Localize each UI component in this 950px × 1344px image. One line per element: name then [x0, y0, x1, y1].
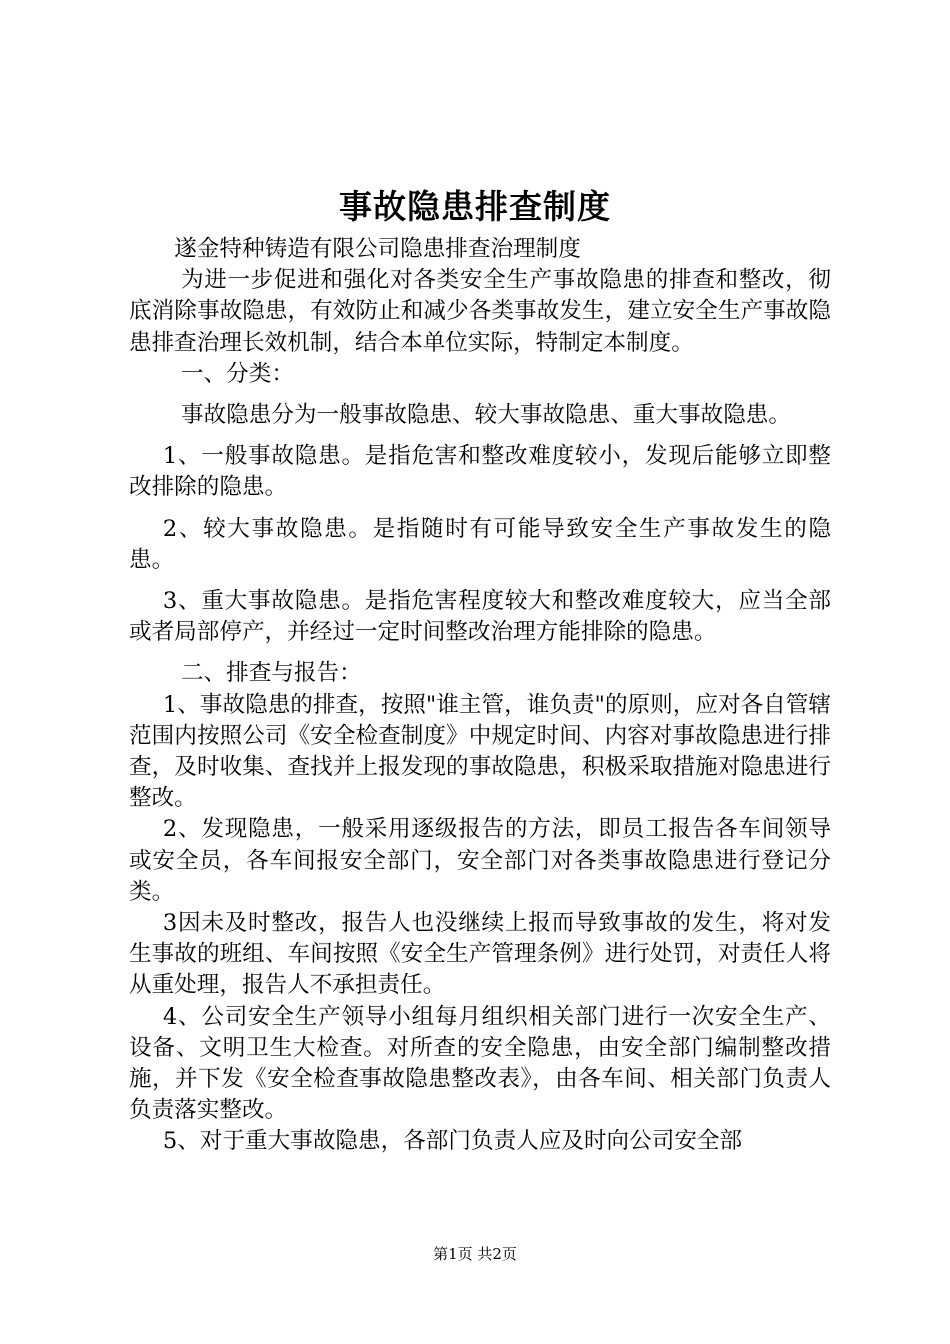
list-item-monthly-check: 4、公司安全生产领导小组每月组织相关部门进行一次安全生产、设备、文明卫生大检查。对所查的安全隐患，由安全部门编制整改措施，并下发《安全检查事故隐患整改表》，由各车间、相关部门负责人负责落实整改。: [129, 1003, 831, 1124]
list-item-serious-hazard: 3、重大事故隐患。是指危害程度较大和整改难度较大，应当全部或者局部停产，并经过一定时间整改治理方能排除的隐患。: [129, 588, 831, 646]
document-title: 事故隐患排查制度: [339, 187, 611, 226]
intro-paragraph: 为进一步促进和强化对各类安全生产事故隐患的排查和整改，彻底消除事故隐患，有效防止和减少各类事故发生，建立安全生产事故隐患排查治理长效机制，结合本单位实际，特制定本制度。: [129, 267, 831, 356]
classification-paragraph: 事故隐患分为一般事故隐患、较大事故隐患、重大事故隐患。: [180, 402, 791, 429]
document-body: [129, 234, 831, 1158]
list-item-general-hazard: 1、一般事故隐患。是指危害和整改难度较小，发现后能够立即整改排除的隐患。: [129, 443, 831, 501]
company-heading: 遂金特种铸造有限公司隐患排查治理制度: [174, 236, 581, 262]
section-heading-inspection: 二、排查与报告：: [180, 660, 362, 687]
list-item-major-hazard: 2、较大事故隐患。是指随时有可能导致安全生产事故发生的隐患。: [129, 515, 831, 573]
list-item-reporting: 2、发现隐患，一般采用逐级报告的方法，即员工报告各车间领导或安全员，各车间报安全部门，安全部门对各类事故隐患进行登记分类。: [129, 816, 831, 905]
list-item-major-report: 5、对于重大事故隐患，各部门负责人应及时向公司安全部: [162, 1128, 743, 1155]
page-number-footer: 第1页 共2页: [433, 1245, 517, 1263]
section-heading-classification: 一、分类：: [180, 360, 294, 387]
list-item-penalty: 3因未及时整改，报告人也没继续上报而导致事故的发生，将对发生事故的班组、车间按照《安全生产管理条例》进行处罚，对责任人将从重处理，报告人不承担责任。: [129, 910, 831, 999]
list-item-inspection: 1、事故隐患的排查，按照"谁主管，谁负责"的原则，应对各自管辖范围内按照公司《安全检查制度》中规定时间、内容对事故隐患进行排查，及时收集、查找并上报发现的事故隐患，积极采取措施对隐患进行整改。: [129, 691, 831, 812]
